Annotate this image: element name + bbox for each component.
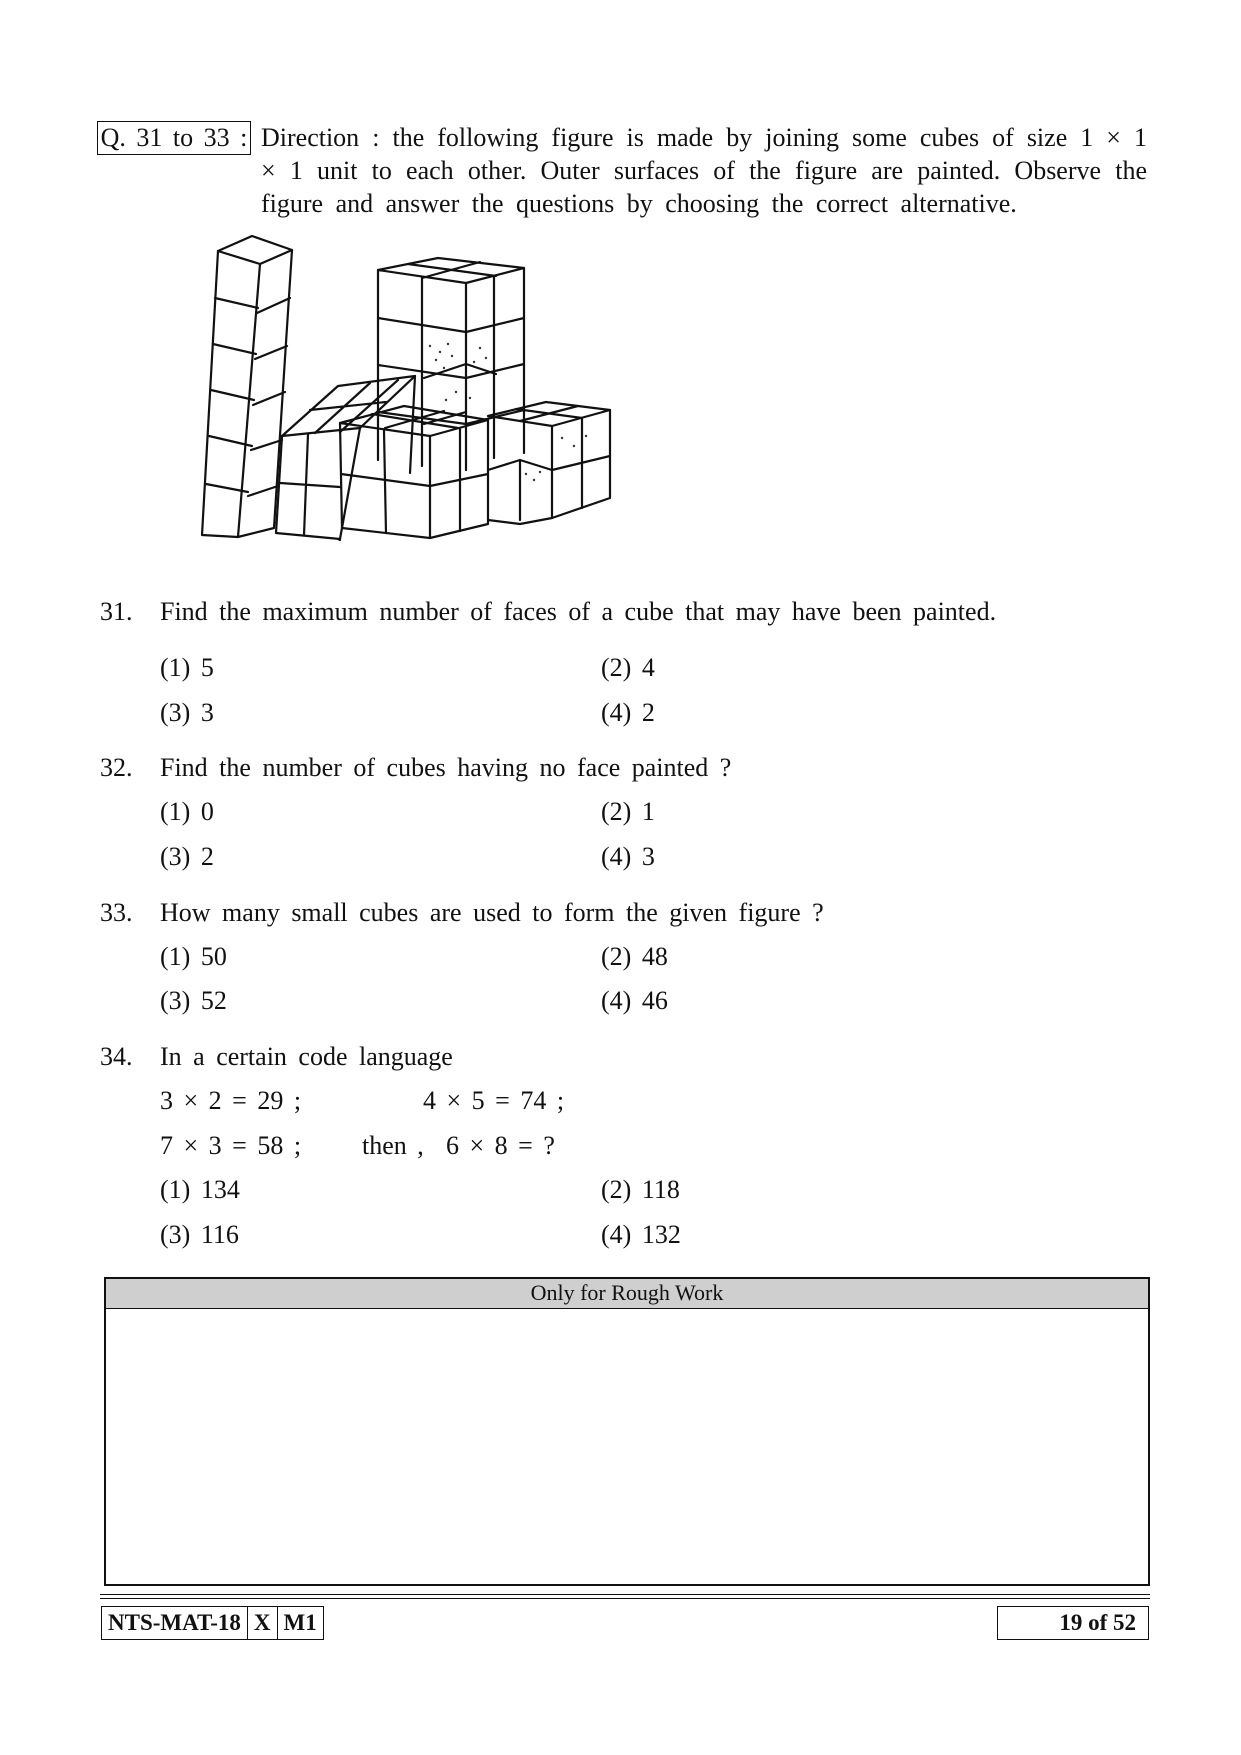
code-line: then , <box>362 1131 424 1160</box>
code-line: 6 × 8 = ? <box>446 1131 555 1160</box>
option: (2) 118 <box>601 1175 680 1204</box>
question-text: How many small cubes are used to form the given figure ? <box>160 898 824 927</box>
option: (1) 134 <box>160 1175 240 1204</box>
option: (1) 50 <box>160 942 227 971</box>
option: (4) 2 <box>601 698 655 727</box>
option: (2) 48 <box>601 942 668 971</box>
question-number: 34. <box>100 1042 133 1071</box>
footer-code <box>101 1606 324 1640</box>
option: (3) 52 <box>160 986 227 1015</box>
question-text: Find the number of cubes having no face painted ? <box>160 753 732 782</box>
option: (1) 5 <box>160 653 214 682</box>
option: (3) 3 <box>160 698 214 727</box>
code-line: 3 × 2 = 29 ; <box>160 1086 302 1115</box>
option: (2) 1 <box>601 797 655 826</box>
code-line: 7 × 3 = 58 ; <box>160 1131 302 1160</box>
footer-rule <box>100 1598 1150 1599</box>
rough-work-box <box>104 1277 1150 1586</box>
question-text: In a certain code language <box>160 1042 453 1071</box>
question-number: 31. <box>100 597 133 626</box>
option: (4) 46 <box>601 986 668 1015</box>
footer-code-part: M1 <box>283 1610 317 1635</box>
option: (2) 4 <box>601 653 655 682</box>
option: (3) 116 <box>160 1220 239 1249</box>
option: (3) 2 <box>160 842 214 871</box>
direction-text: Direction : the following figure is made by joining some cubes of size 1 × 1 × 1 unit to each other. Outer surfaces of the figure are painted. Observe the figure and answer the questions by choosing the correct alternative. <box>261 123 1147 218</box>
footer-code-part: NTS-MAT-18 <box>102 1607 248 1639</box>
footer-code-part: X <box>248 1607 278 1639</box>
direction-label: Q. 31 to 33 : <box>97 121 251 155</box>
page-number: 19 of 52 <box>997 1606 1149 1640</box>
rough-work-label: Only for Rough Work <box>106 1279 1148 1309</box>
cube-figure <box>190 228 710 598</box>
question-text: Find the maximum number of faces of a cube that may have been painted. <box>160 597 997 626</box>
option: (1) 0 <box>160 797 214 826</box>
question-number: 32. <box>100 753 133 782</box>
option: (4) 3 <box>601 842 655 871</box>
footer-rule <box>100 1594 1150 1595</box>
question-number: 33. <box>100 898 133 927</box>
code-line: 4 × 5 = 74 ; <box>423 1086 565 1115</box>
option: (4) 132 <box>601 1220 681 1249</box>
